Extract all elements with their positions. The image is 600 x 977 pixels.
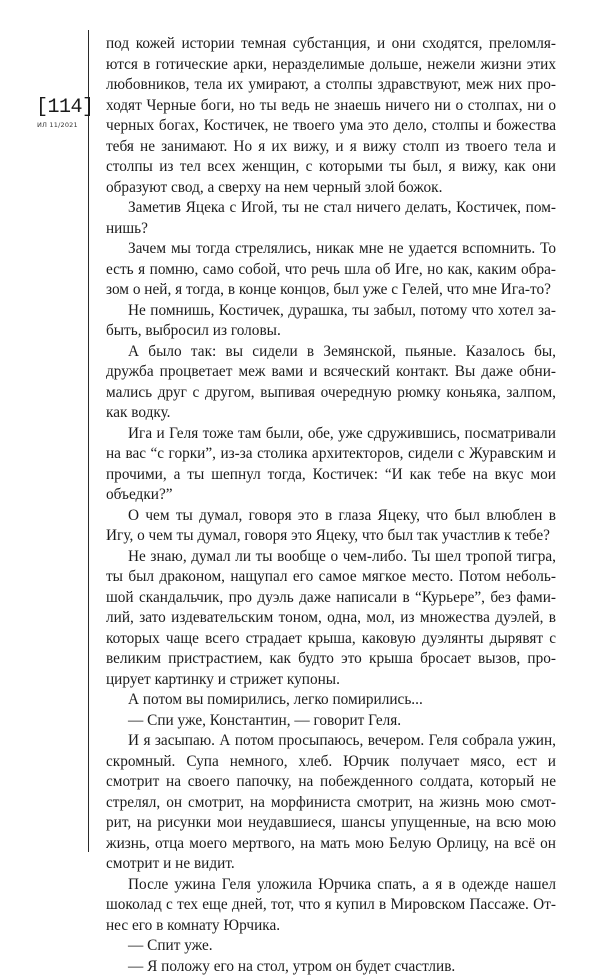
paragraph: Не знаю, думал ли ты вообще о чем-либо. Ты шел тропой тигра, ты был драконом, нащупал его самое мягкое место. Потом небольшой скандальчик, про дуэль даже написали в “Курьере”, без фамилий, зато издевательским тоном, одна, мол, из множества дуэлей, в которых чаще всего страдает крыша, каковую дуэлянты дырявят с великим пристрастием, как будто это крыша бросает вызов, процирует картинку и стрижет купоны. xyxy=(106,547,556,691)
page-number: [114] xyxy=(36,96,94,119)
paragraph: О чем ты думал, говоря это в глаза Яцеку, что был влюблен в Игу, о чем ты думал, говоря это Яцеку, что был так участлив к тебе? xyxy=(106,506,556,547)
paragraph: Зачем мы тогда стрелялись, никак мне не удается вспомнить. То есть я помню, само собой, что речь шла об Иге, но как, каким образом о ней, я тогда, в конце концов, был уже с Гелей, что мне Ига-то? xyxy=(106,239,556,301)
paragraph: После ужина Геля уложила Юрчика спать, а я в одежде нашел шоколад с тех еще дней, тот, что я купил в Мировском Пассаже. Отнес его в комнату Юрчика. xyxy=(106,875,556,937)
paragraph: А потом вы помирились, легко помирились... xyxy=(106,690,556,711)
paragraph: Ига и Геля тоже там были, обе, уже сдружившись, посматривали на вас “с горки”, из-за столика архитекторов, сидели с Журавским и прочими, а ты шепнул тогда, Костичек: “И как тебе на вкус мои объедки?” xyxy=(106,424,556,506)
journal-issue-label: ИЛ 11/2021 xyxy=(37,121,78,129)
margin-rule xyxy=(88,30,89,852)
dialogue-line: — Спи уже, Константин, — говорит Геля. xyxy=(106,711,556,732)
paragraph: Не помнишь, Костичек, дурашка, ты забыл, потому что хотел забыть, выбросил из головы. xyxy=(106,301,556,342)
dialogue-line: — Спит уже. xyxy=(106,936,556,957)
paragraph: под кожей истории темная субстанция, и они сходятся, преломляются в готические арки, неразделимые дольше, нежели жизни этих любовников, тела их умирают, а столпы здравствуют, меж них проходят Черные боги, но ты ведь не знаешь ничего ни о столпах, ни о черных богах, Костичек, не твоего ума это дело, столпы и божества тебя не занимают. Но я их вижу, и я вижу столп из твоего тела и столпы из тел всех женщин, с которыми ты был, я вижу, как они образуют свод, а сверху на нем черный злой божок. xyxy=(106,34,556,198)
body-text xyxy=(106,34,556,977)
paragraph: И я засыпаю. А потом просыпаюсь, вечером. Геля собрала ужин, скромный. Супа немного, хлеб. Юрчик получает мясо, ест и смотрит на своего папочку, на побежденного солдата, который не стрелял, он смотрит, на морфиниста смотрит, на жизнь мою смотрит, на рисунки мои неудавшиеся, шансы упущенные, на всю мою жизнь, отца моего мертвого, на мать мою Белую Орлицу, на всё он смотрит и не видит. xyxy=(106,731,556,875)
dialogue-line: — Я положу его на стол, утром он будет счастлив. xyxy=(106,957,556,977)
paragraph: Заметив Яцека с Игой, ты не стал ничего делать, Костичек, помнишь? xyxy=(106,198,556,239)
paragraph: А было так: вы сидели в Земянской, пьяные. Казалось бы, дружба процветает меж вами и всяческий контакт. Вы даже обнимались друг с другом, выпивая очередную рюмку коньяка, залпом, как водку. xyxy=(106,342,556,424)
